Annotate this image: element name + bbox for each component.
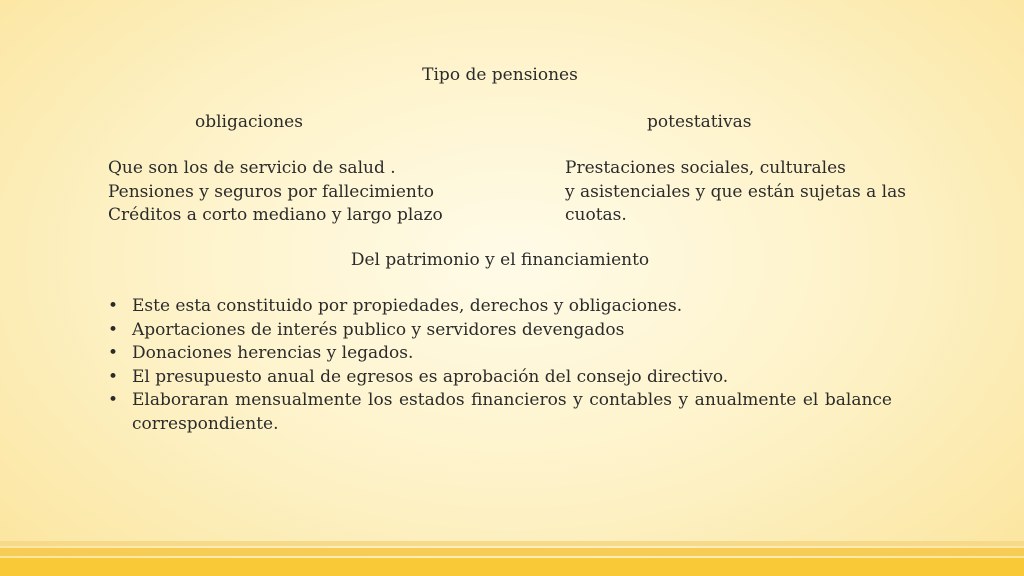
bullet-dot: • [108,390,119,410]
patrimonio-bullet-list [108,295,892,436]
obligaciones-line: Pensiones y seguros por fallecimiento [108,181,434,202]
bullet-item [108,342,892,366]
bullet-text: Aportaciones de interés publico y servidores devengados [132,319,625,340]
bullet-item [108,295,892,319]
footer-stripe-thin [0,541,1024,546]
potestativas-line: Prestaciones sociales, culturales [565,158,846,178]
slide-title: Tipo de pensiones [422,65,578,85]
obligaciones-heading: obligaciones [195,112,303,132]
bullet-item [108,366,892,390]
potestativas-line: cuotas. [565,205,627,225]
bullet-text: Donaciones herencias y legados. [132,343,414,363]
bullet-dot: • [108,296,119,316]
footer-stripe-thick [0,558,1024,576]
bullet-text: Este esta constituido por propiedades, derechos y obligaciones. [132,296,683,316]
bullet-dot: • [108,319,119,340]
bullet-dot: • [108,366,119,387]
footer-stripe-mid [0,548,1024,556]
bullet-dot: • [108,343,119,363]
bullet-text: Elaboraran mensualmente los estados financieros y contables y anualmente el balance correspondiente. [132,390,892,434]
bullet-text: El presupuesto anual de egresos es aprobación del consejo directivo. [132,366,729,387]
bullet-item [108,389,892,436]
obligaciones-line: Créditos a corto mediano y largo plazo [108,205,443,225]
potestativas-text [565,157,905,228]
potestativas-line: y asistenciales y que están sujetas a las [565,181,906,202]
patrimonio-heading: Del patrimonio y el financiamiento [350,250,650,270]
potestativas-heading: potestativas [647,112,752,132]
obligaciones-list [108,157,548,228]
obligaciones-line: Que son los de servicio de salud . [108,158,396,178]
bullet-item [108,319,892,343]
